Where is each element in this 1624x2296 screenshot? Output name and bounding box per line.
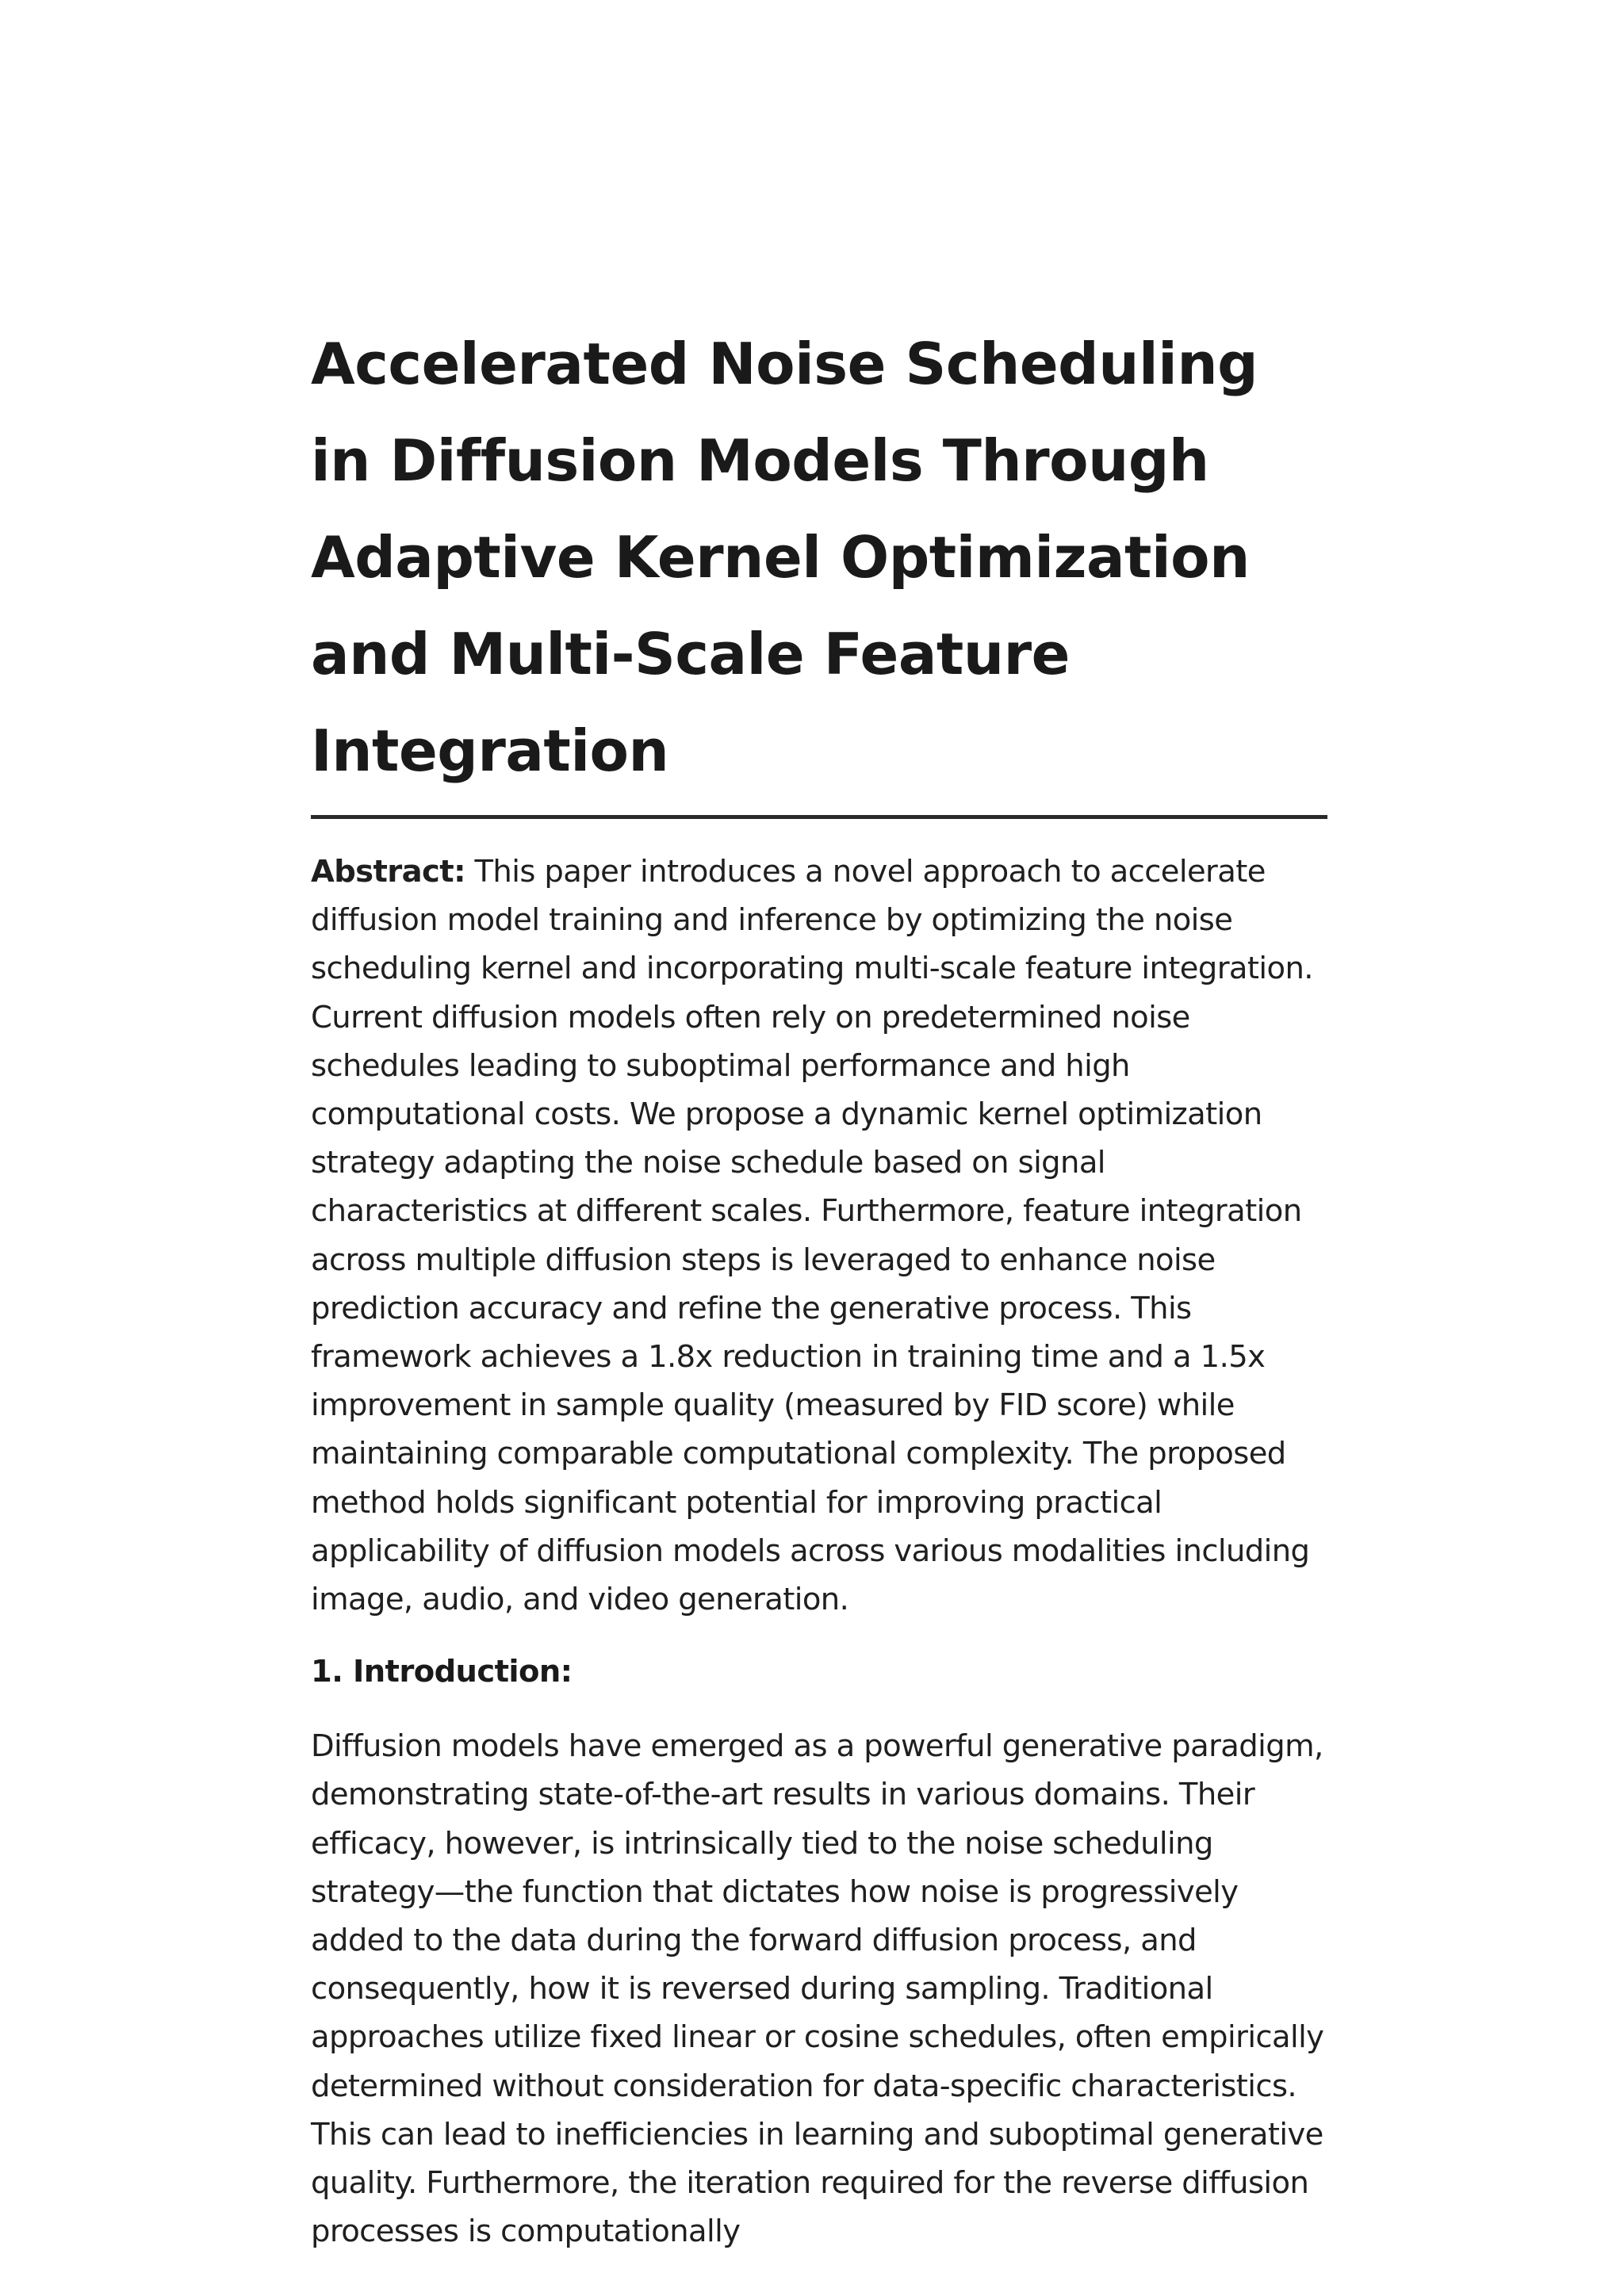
paper-title: Accelerated Noise Scheduling in Diffusion Models Through Adaptive Kernel Optimization and Multi-Scale Feature Integration — [311, 331, 1258, 784]
introduction-paragraph: Diffusion models have emerged as a powerful generative paradigm, demonstrating state-of-the-art results in various domains. Their efficacy, however, is intrinsically tied to the noise scheduling strategy—the function that dictates how noise is progressively added to the data during the forward diffusion process, and consequently, how it is reversed during sampling. Traditional approaches utilize fixed linear or cosine schedules, often empirically determined without consideration for data-specific characteristics. This can lead to inefficiencies in learning and suboptimal generative quality. Furthermore, the iteration required for the reverse diffusion processes is computationally — [311, 1728, 1324, 2250]
section-heading-introduction: 1. Introduction: — [311, 1654, 573, 1690]
abstract — [311, 848, 1327, 1624]
abstract-label: Abstract: — [311, 854, 465, 890]
title-divider — [311, 815, 1327, 819]
paper-page — [311, 316, 1327, 2256]
abstract-text: This paper introduces a novel approach to accelerate diffusion model training and inference by optimizing the noise scheduling kernel and incorporating multi-scale feature integration. Current diffusion models often rely on predetermined noise schedules leading to suboptimal performance and high computational costs. We propose a dynamic kernel optimization strategy adapting the noise schedule based on signal characteristics at different scales. Furthermore, feature integration across multiple diffusion steps is leveraged to enhance noise prediction accuracy and refine the generative process. This framework achieves a 1.8x reduction in training time and a 1.5x improvement in sample quality (measured by FID score) while maintaining comparable computational complexity. The proposed method holds significant potential for improving practical applicability of diffusion models across various modalities including image, audio, and video generation. — [311, 854, 1313, 1618]
